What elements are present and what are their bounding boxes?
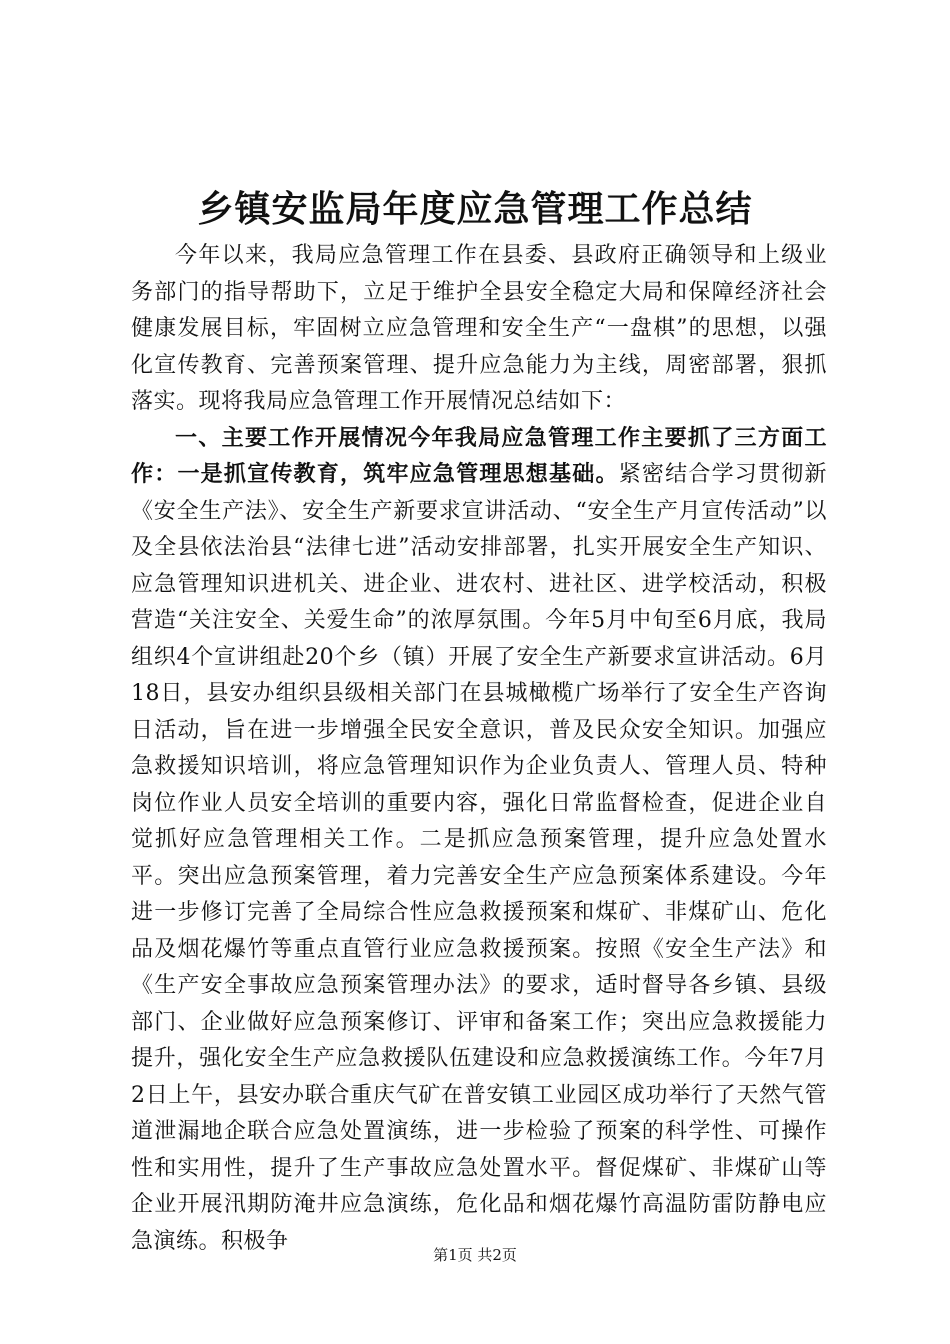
section1-body: 紧密结合学习贯彻新《安全生产法》、安全生产新要求宣讲活动、“安全生产月宣传活动”以及全县依法治县“法律七进”活动安排部署，扎实开展安全生产知识、应急管理知识进机关、进企业、进农村、进社区、进学校活动，积极营造“关注安全、关爱生命”的浓厚氛围。今年5月中旬至6月底，我局组织4个宣讲组赴20个乡（镇）开展了安全生产新要求宣讲活动。6月18日，县安办组织县级相关部门在县城橄榄广场举行了安全生产咨询日活动，旨在进一步增强全民安全意识，普及民众安全知识。加强应急救援知识培训，将应急管理知识作为企业负责人、管理人员、特种岗位作业人员安全培训的重要内容，强化日常监督检查，促进企业自觉抓好应急管理相关工作。二是抓应急预案管理，提升应急处置水平。突出应急预案管理，着力完善安全生产应急预案体系建设。今年进一步修订完善了全局综合性应急救援预案和煤矿、非煤矿山、危化品及烟花爆竹等重点直管行业应急救援预案。按照《安全生产法》和《生产安全事故应急预案管理办法》的要求，适时督导各乡镇、县级部门、企业做好应急预案修订、评审和备案工作；突出应急救援能力提升，强化安全生产应急救援队伍建设和应急救援演练工作。今年7月2日上午，县安办联合重庆气矿在普安镇工业园区成功举行了天然气管道泄漏地企联合应急处置演练，进一步检验了预案的科学性、可操作性和实用性，提升了生产事故应急处置水平。督促煤矿、非煤矿山等企业开展汛期防淹井应急演练，危化品和烟花爆竹高温防雷防静电应急演练。积极争	[131, 462, 827, 1254]
document-title: 乡镇安监局年度应急管理工作总结	[197, 188, 753, 230]
document-body	[131, 238, 827, 1260]
section1-paragraph	[131, 421, 827, 1261]
page-footer: 第1页 共2页	[433, 1246, 517, 1264]
intro-paragraph: 今年以来，我局应急管理工作在县委、县政府正确领导和上级业务部门的指导帮助下，立足于维护全县安全稳定大局和保障经济社会健康发展目标，牢固树立应急管理和安全生产“一盘棋”的思想，以强化宣传教育、完善预案管理、提升应急能力为主线，周密部署，狠抓落实。现将我局应急管理工作开展情况总结如下：	[131, 243, 827, 414]
section1-heading: 一、主要工作开展情况今年我局应急管理工作主要抓了三方面工作：一是抓宣传教育，筑牢应急管理思想基础。	[131, 425, 827, 487]
